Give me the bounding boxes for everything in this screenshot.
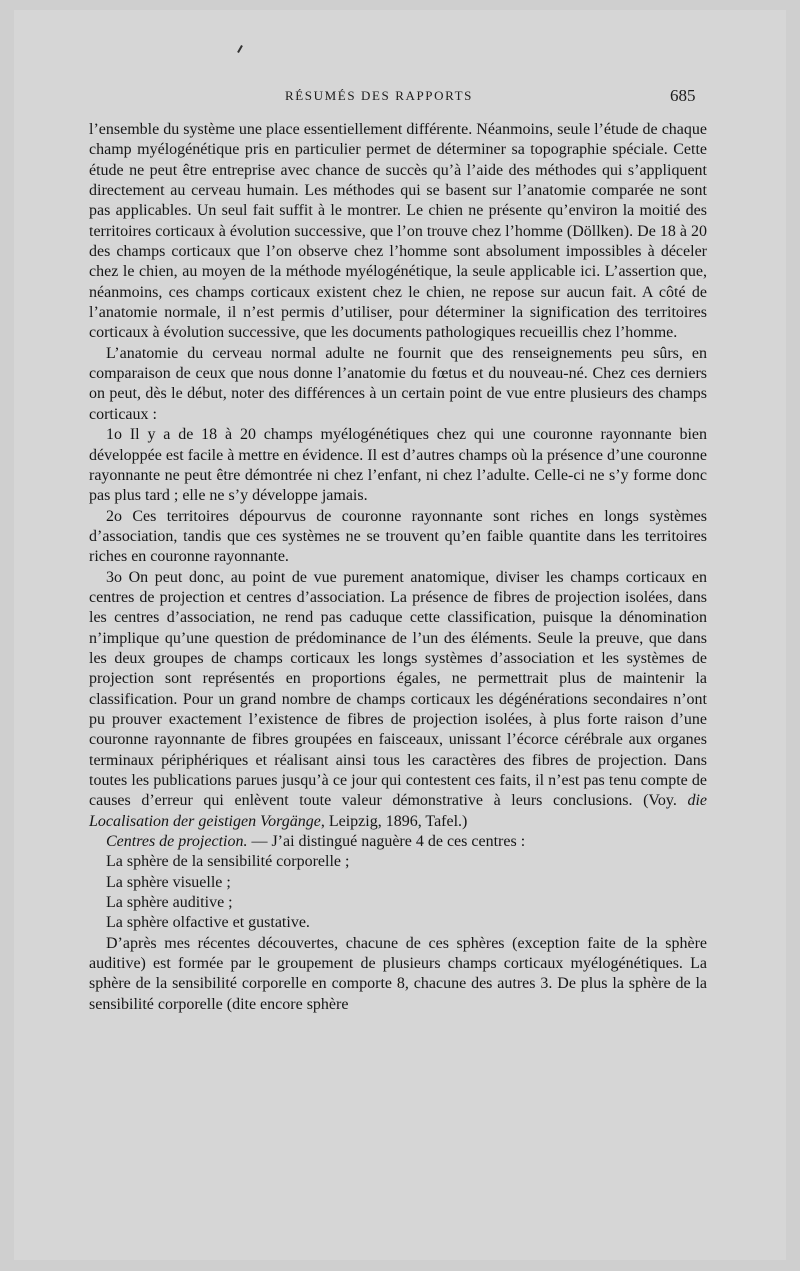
paragraph-6-text: — J’ai distingué naguère 4 de ces centres : (247, 833, 526, 851)
list-item: La sphère olfactive et gustative. (106, 914, 310, 932)
paragraph-5-end: , Leipzig, 1896, Tafel.) (320, 812, 468, 830)
paragraph-5 (89, 568, 707, 832)
section-heading: Centres de projection. (106, 833, 248, 851)
paragraph-6 (89, 832, 707, 852)
list-item: La sphère visuelle ; (106, 873, 231, 891)
page-number: 685 (670, 86, 696, 105)
paragraph-4: 2o Ces territoires dépourvus de couronne rayonnante sont riches en longs systèmes d’association, tandis que ces systèmes ne se trouvent qu’en faible quantite dans les territoires riches en couronne rayonnante. (89, 507, 707, 566)
paragraph-7: D’après mes récentes découvertes, chacune de ces sphères (exception faite de la sphère auditive) est formée par le groupement de plusieurs champs corticaux myélogénétiques. La sphère de la sensibilité corporelle en comporte 8, chacune des autres 3. De plus la sphère de la sensibilité corporelle (dite encore sphère (89, 934, 707, 1013)
body-text (89, 120, 707, 1015)
running-head (0, 86, 800, 110)
paragraph-3: 1o Il y a de 18 à 20 champs myélogénétiques chez qui une couronne rayonnante bien développée est facile à mettre en évidence. Il est d’autres champs où la présence d’une couronne rayonnante ne peut être démontrée ni chez l’enfant, ni chez l’adulte. Celle-ci ne s’y forme donc pas plus tard ; elle ne s’y développe jamais. (89, 426, 707, 505)
paragraph-5-text: 3o On peut donc, au point de vue purement anatomique, diviser les champs corticaux en centres de projection et centres d’association. La présence de fibres de projection isolées, dans les centres d’association, ne rend pas caduque cette classification, puisque la dénomination n’implique qu’une question de prédominance de l’un des éléments. Seule la preuve, que dans les deux groupes de champs corticaux les longs systèmes d’association et les systèmes de projection sont représentés en proportions égales, ne permettrait plus de maintenir la classification. Pour un grand nombre de champs corticaux les dégénérations secondaires n’ont pu prouver exactement l’existence de fibres de projection isolées, à plus forte raison d’une couronne rayonnante de fibres groupées en faisceaux, unissant l’écorce cérébrale aux organes terminaux périphériques et réalisant ainsi tous les caractères des fibres de projection. Dans toutes les publications parues jusqu’à ce jour qui contestent ces faits, il n’est pas tenu compte de causes d’erreur qui enlèvent toute valeur démonstrative à leurs conclusions. (Voy. (89, 568, 707, 810)
list-item: La sphère de la sensibilité corporelle ; (106, 853, 350, 871)
book-title: die Localisation der geistigen Vorgänge (89, 792, 708, 830)
paragraph-2: L’anatomie du cerveau normal adulte ne fournit que des renseignements peu sûrs, en comparaison de ceux que nous donne l’anatomie du fœtus et du nouveau-né. Chez ces derniers on peut, dès le début, noter des différences à un certain point de vue entre plusieurs des champs corticaux : (89, 344, 707, 423)
paragraph-1: l’ensemble du système une place essentiellement différente. Néanmoins, seule l’étude de chaque champ myélogénétique pris en particulier permet de déterminer sa topographie spéciale. Cette étude ne peut être entreprise avec chance de succès qu’à l’aide des méthodes qui s’appliquent directement au cerveau humain. Les méthodes qui se basent sur l’anatomie comparée ne sont pas applicables. Un seul fait suffit à le montrer. Le chien ne présente qu’environ la moitié des territoires corticaux à évolution successive, que l’on trouve chez l’homme (Döllken). De 18 à 20 des champs corticaux que l’on observe chez l’homme sont absolument impossibles à déceler chez le chien, au moyen de la méthode myélogénétique, la seule applicable ici. L’assertion que, néanmoins, ces champs corticaux existent chez le chien, ne repose sur aucun fait. A côté de l’anatomie normale, il n’est permis d’utiliser, pour déterminer la signification des territoires corticaux à évolution successive, que les documents pathologiques recueillis chez l’homme. (89, 121, 707, 342)
list-item: La sphère auditive ; (106, 894, 233, 912)
running-title: RÉSUMÉS DES RAPPORTS (285, 88, 473, 103)
